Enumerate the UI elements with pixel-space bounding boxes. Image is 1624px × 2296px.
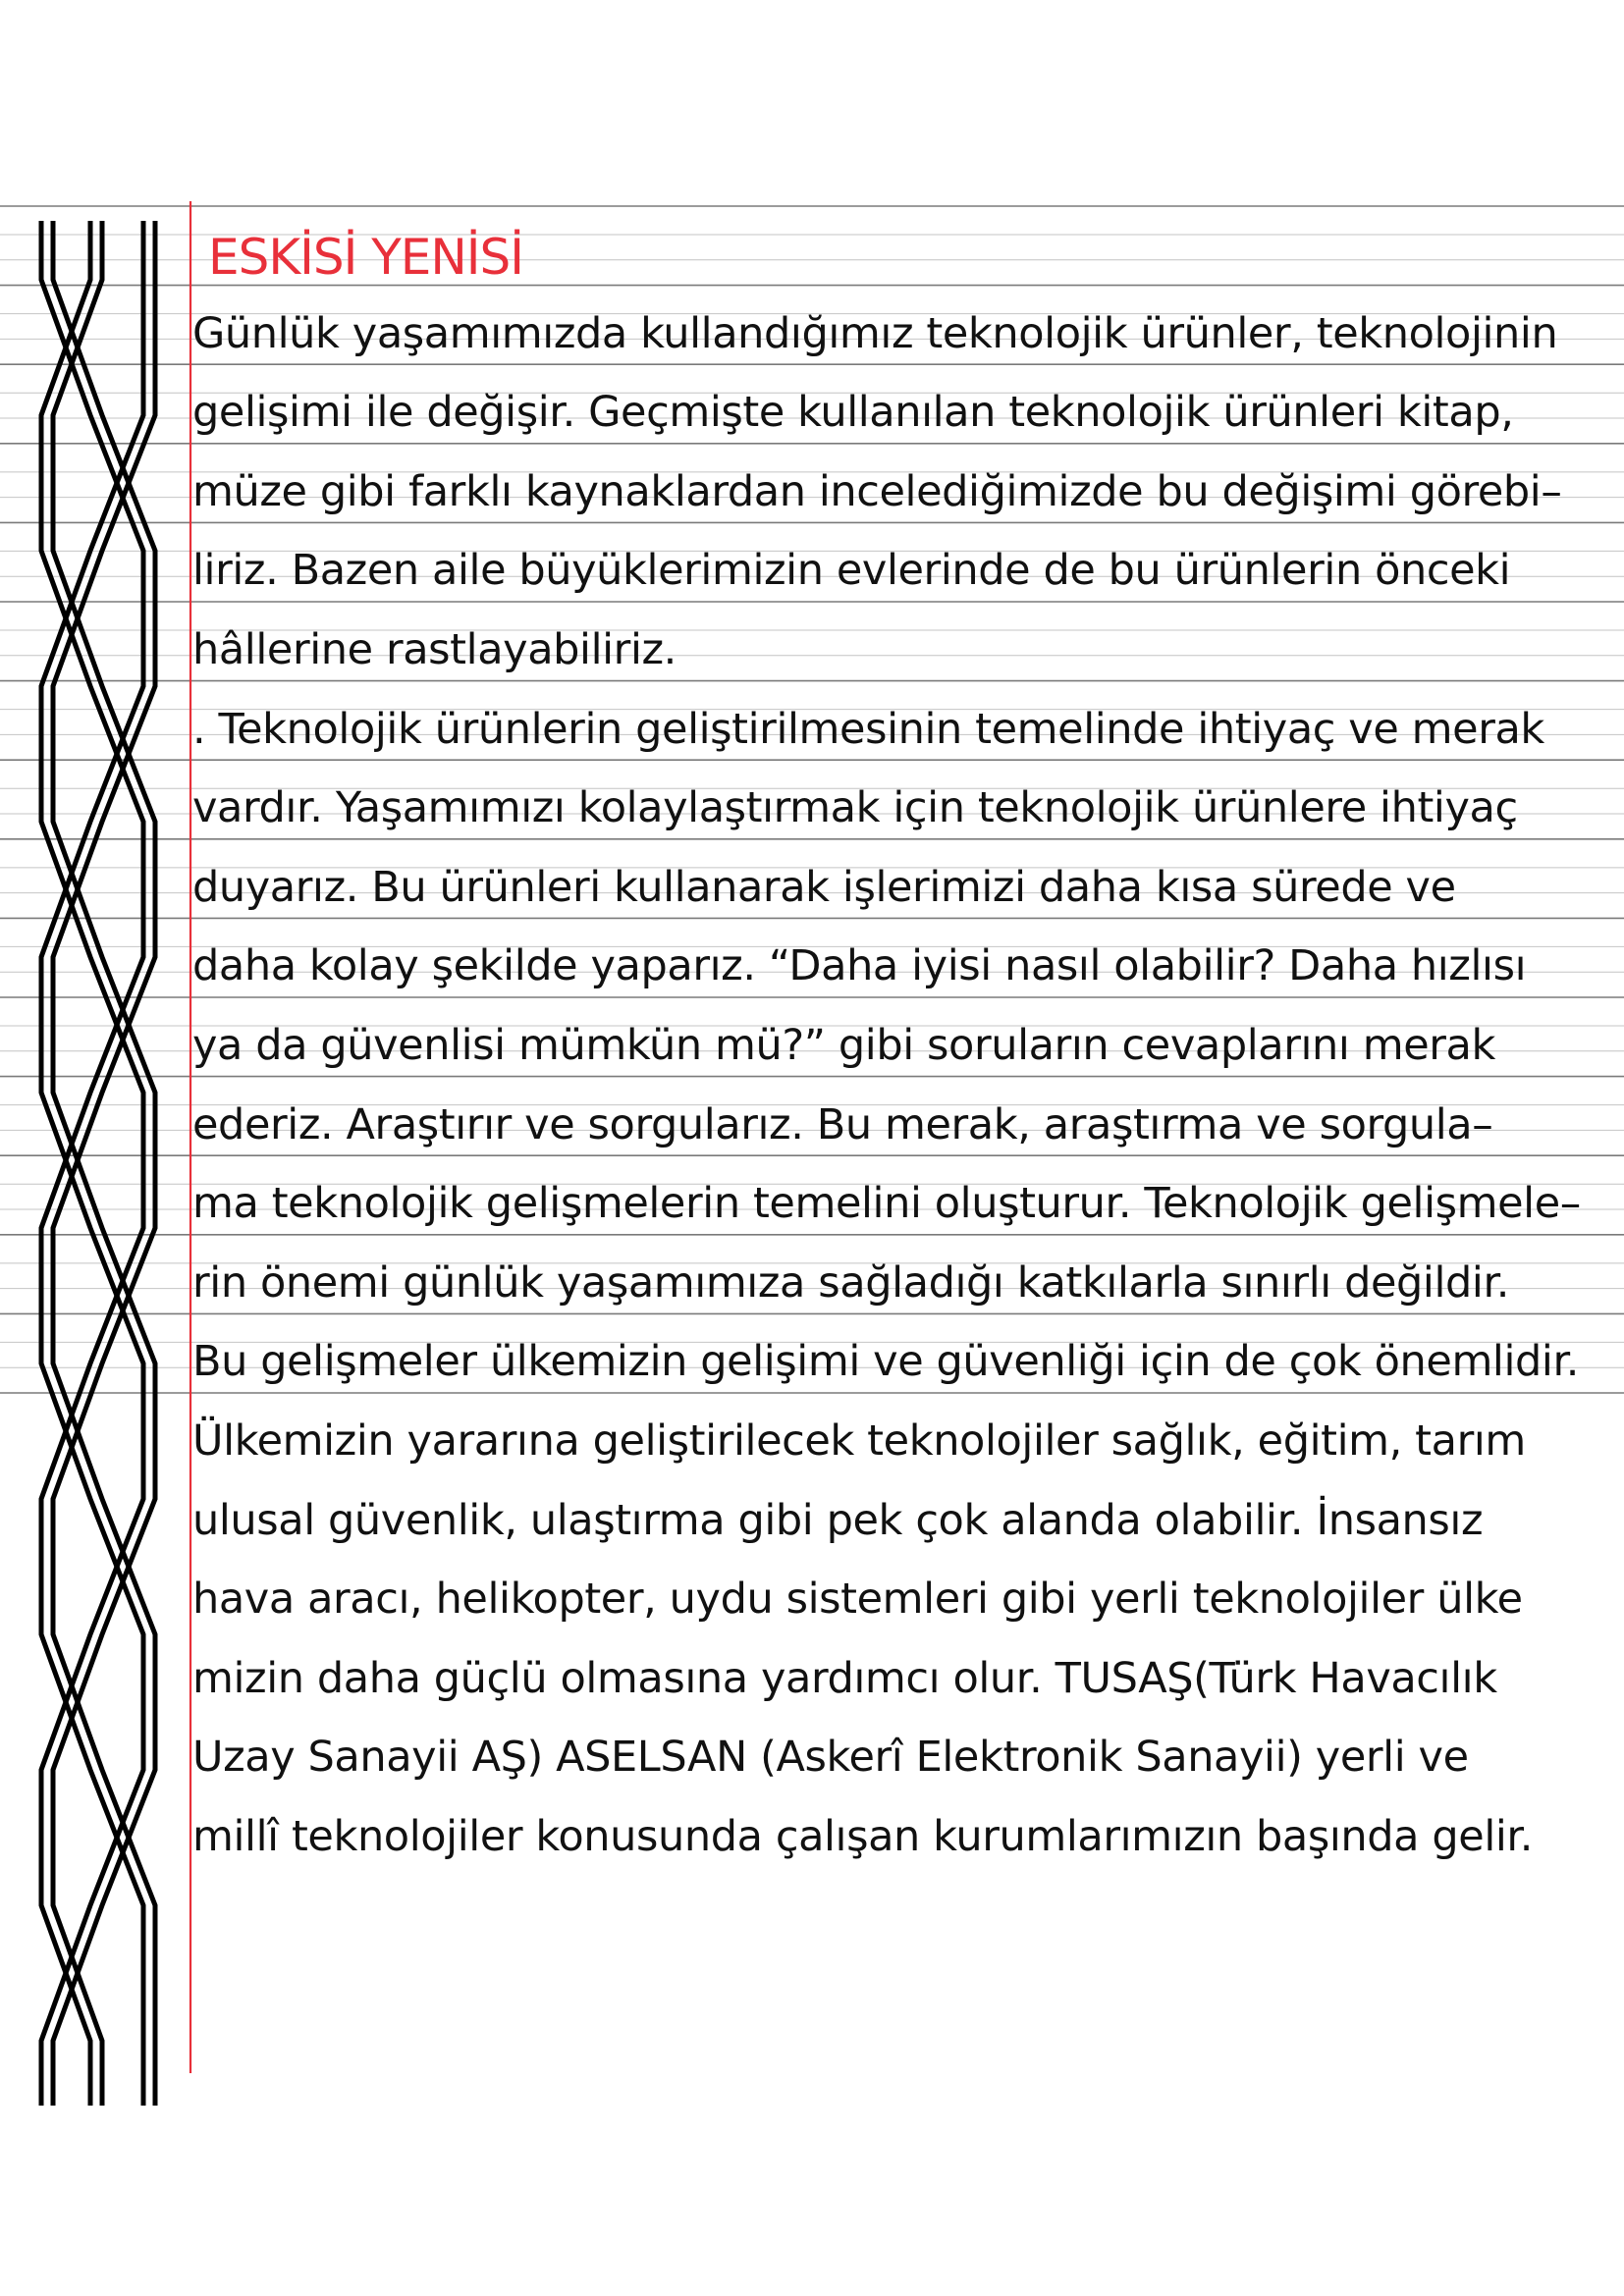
text-line: gelişimi ile değişir. Geçmişte kullanılan teknolojik ürünleri kitap, xyxy=(192,388,1514,438)
text-line: hâllerine rastlayabiliriz. xyxy=(192,625,677,674)
page-title: ESKİSİ YENİSİ xyxy=(208,229,524,286)
text-line: duyarız. Bu ürünleri kullanarak işlerimizi daha kısa sürede ve xyxy=(192,862,1456,912)
text-line: rin önemi günlük yaşamımıza sağladığı katkılarla sınırlı değildir. xyxy=(192,1257,1510,1308)
text-line: mizin daha güçlü olmasına yardımcı olur. TUSAŞ(Türk Havacılık xyxy=(192,1653,1497,1703)
text-line: Bu gelişmeler ülkemizin gelişimi ve güvenliği için de çok önemlidir. xyxy=(192,1337,1580,1387)
text-line: . Teknolojik ürünlerin geliştirilmesinin temelinde ihtiyaç ve merak xyxy=(192,704,1544,754)
braid-strand xyxy=(41,221,143,2106)
text-line: müze gibi farklı kaynaklardan incelediğimizde bu değişimi görebi– xyxy=(192,466,1562,516)
text-line: ya da güvenlisi mümkün mü?” gibi soruların cevaplarını merak xyxy=(192,1021,1495,1070)
text-line: millî teknolojiler konusunda çalışan kurumlarımızın başında gelir. xyxy=(192,1812,1534,1861)
text-line: Ülkemizin yararına geliştirilecek teknolojiler sağlık, eğitim, tarım xyxy=(192,1416,1526,1466)
text-line: Günlük yaşamımızda kullandığımız teknolojik ürünler, teknolojinin xyxy=(192,308,1558,358)
braid-strand xyxy=(41,221,143,2106)
text-line: liriz. Bazen aile büyüklerimizin evlerinde de bu ürünlerin önceki xyxy=(192,546,1511,596)
braid-ornament xyxy=(41,221,155,2106)
text-line: ederiz. Araştırır ve sorgularız. Bu merak, araştırma ve sorgula– xyxy=(192,1099,1493,1149)
text-line: Uzay Sanayii AŞ) ASELSAN (Askerî Elektronik Sanayii) yerli ve xyxy=(192,1733,1469,1783)
text-line: ma teknolojik gelişmelerin temelini oluşturur. Teknolojik gelişmele– xyxy=(192,1179,1581,1229)
text-line: vardır. Yaşamımızı kolaylaştırmak için teknolojik ürünlere ihtiyaç xyxy=(192,783,1518,833)
text-line: daha kolay şekilde yaparız. “Daha iyisi nasıl olabilir? Daha hızlısı xyxy=(192,941,1527,991)
text-line: ulusal güvenlik, ulaştırma gibi pek çok alanda olabilir. İnsansız xyxy=(192,1495,1484,1545)
text-line: hava aracı, helikopter, uydu sistemleri gibi yerli teknolojiler ülke xyxy=(192,1575,1523,1625)
braid-strand xyxy=(41,221,143,2106)
